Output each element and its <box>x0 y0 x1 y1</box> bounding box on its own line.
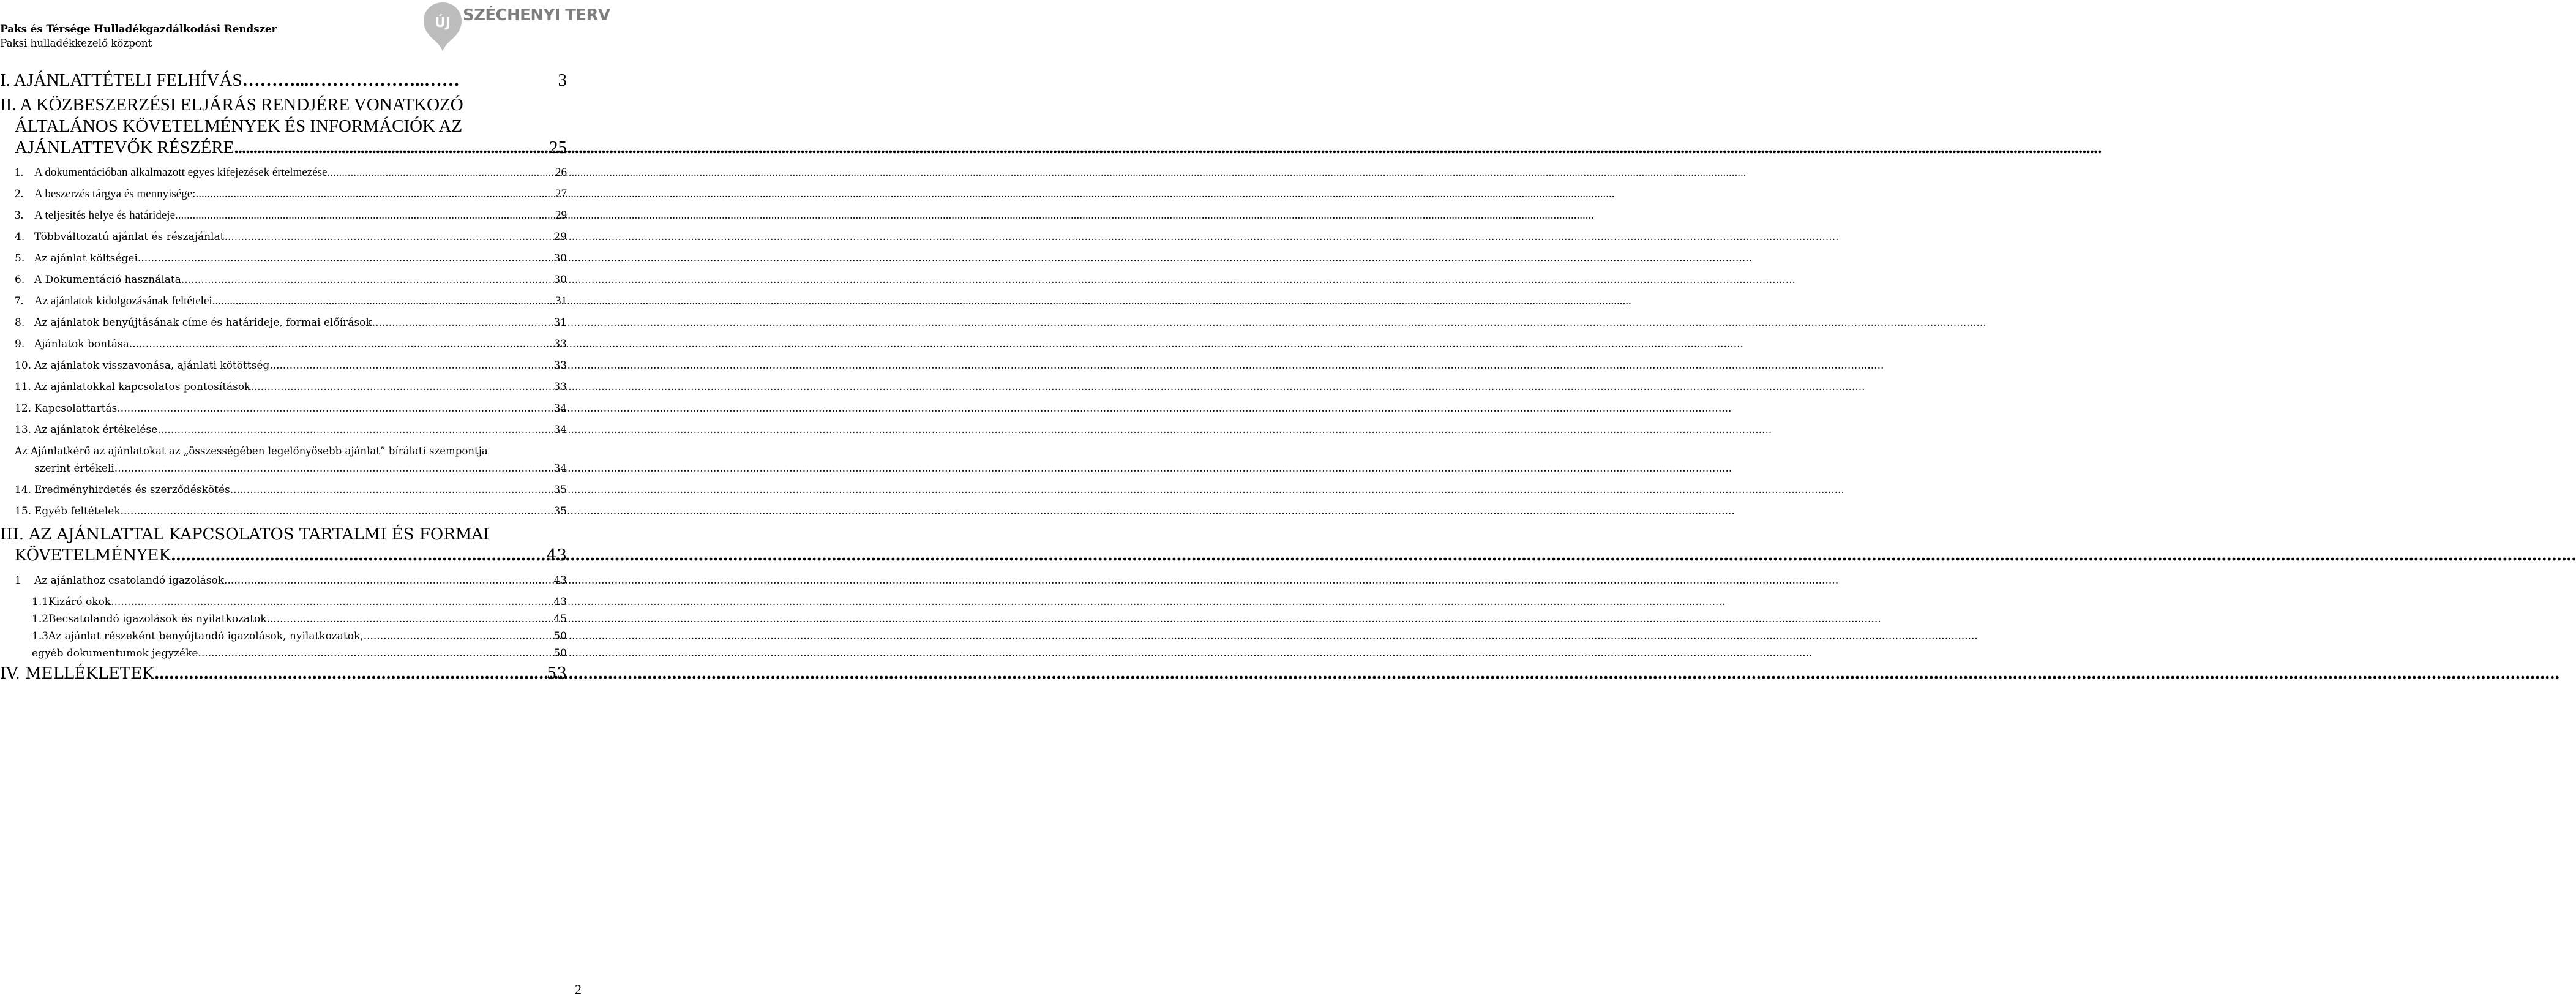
table-of-contents <box>0 0 588 1000</box>
toc-item-page: 43 <box>553 574 567 587</box>
toc-item-leader <box>138 251 553 266</box>
toc-item[interactable] <box>15 401 567 416</box>
toc-subitem-page: 43 <box>553 596 567 608</box>
toc-section-3[interactable] <box>15 545 567 566</box>
toc-item-label: Az ajánlat költségei <box>34 252 138 265</box>
toc-item[interactable] <box>15 337 567 352</box>
toc-item[interactable] <box>15 315 567 330</box>
toc-note-page: 34 <box>553 462 567 475</box>
toc-subitem-label: Becsatolandó igazolások és nyilatkozatok <box>48 613 267 625</box>
toc-item-number: 13. <box>15 424 32 436</box>
organization-name: Paks és Térsége Hulladékgazdálkodási Rendszer <box>0 23 277 36</box>
toc-item-leader <box>212 294 555 309</box>
toc-item-leader <box>121 504 554 519</box>
toc-item-number: 4. <box>15 231 25 243</box>
toc-note[interactable] <box>34 461 567 476</box>
toc-item-label: Többváltozatú ajánlat és részajánlat <box>34 231 225 243</box>
toc-subitem[interactable] <box>32 595 567 609</box>
toc-item-label: Ajánlatok bontása <box>34 338 129 350</box>
toc-item-number: 12. <box>15 402 32 415</box>
toc-subitem-label: egyéb dokumentumok jegyzéke <box>32 647 198 660</box>
toc-item-page: 34 <box>553 424 567 436</box>
toc-item-page: 30 <box>553 252 567 265</box>
toc-note-label: szerint értékeli. <box>34 462 118 475</box>
toc-item-leader <box>269 358 553 373</box>
toc-item-leader <box>117 401 553 416</box>
toc-item-number: 2. <box>15 187 24 200</box>
toc-section-3-page: 43 <box>546 546 567 565</box>
toc-item[interactable] <box>15 230 567 244</box>
toc-item-number: 9. <box>15 338 25 350</box>
toc-item-number: 8. <box>15 317 25 329</box>
toc-item-label: Az ajánlathoz csatolandó igazolások <box>34 574 225 587</box>
toc-item[interactable] <box>15 208 567 223</box>
toc-item-label: Egyéb feltételek <box>34 505 121 517</box>
toc-item-number: 6. <box>15 274 25 286</box>
toc-item-leader <box>175 208 555 223</box>
toc-section-3-leader <box>171 545 547 566</box>
toc-item-leader <box>181 273 553 287</box>
toc-item-leader <box>224 230 553 244</box>
toc-section-1[interactable] <box>0 70 567 91</box>
toc-item-page: 31 <box>553 317 567 329</box>
toc-subitem-leader <box>111 595 553 609</box>
toc-item[interactable] <box>15 504 567 519</box>
toc-item-number: 1 <box>15 574 21 587</box>
toc-item-label: Az ajánlatok visszavonása, ajánlati kötöttség <box>34 359 270 372</box>
toc-item-label: A teljesítés helye és határideje <box>34 209 176 222</box>
toc-item-page: 33 <box>553 359 567 372</box>
toc-item-number: 5. <box>15 252 25 265</box>
toc-item-leader <box>250 380 553 394</box>
toc-item-leader <box>372 315 554 330</box>
toc-subitem-label: Az ajánlat részeként benyújtandó igazolások, nyilatkozatok, <box>48 630 364 642</box>
toc-subitem-leader <box>198 646 553 661</box>
toc-item[interactable] <box>15 273 567 287</box>
toc-subitem-number: 1.3 <box>32 630 49 642</box>
toc-item[interactable] <box>15 423 567 437</box>
toc-item-page: 33 <box>553 338 567 350</box>
toc-item-leader <box>129 337 553 352</box>
toc-section-2-page: 25 <box>549 138 567 157</box>
toc-item-leader <box>195 187 555 201</box>
toc-item-leader <box>327 165 555 180</box>
toc-subitem-page: 45 <box>553 613 567 625</box>
toc-subitem-page: 50 <box>553 630 567 642</box>
organization-subtitle: Paksi hulladékkezelő központ <box>0 37 152 50</box>
toc-section-4[interactable] <box>0 663 567 684</box>
toc-item[interactable] <box>15 573 567 588</box>
toc-note-line1: Az Ajánlatkérő az ajánlatokat az „összességében legelőnyösebb ajánlat” bírálati szempontja <box>15 445 488 457</box>
toc-item[interactable] <box>15 165 567 180</box>
toc-note-leader <box>118 461 553 476</box>
toc-subitem-leader <box>364 629 554 644</box>
toc-subitem[interactable] <box>32 629 567 644</box>
toc-item-leader <box>157 423 553 437</box>
toc-item-page: 29 <box>555 209 567 222</box>
toc-section-2-line2: ÁLTALÁNOS KÖVETELMÉNYEK ÉS INFORMÁCIÓK AZ <box>15 116 463 136</box>
toc-subitem[interactable] <box>32 612 567 626</box>
toc-item-page: 34 <box>553 402 567 415</box>
toc-section-1-page: 3 <box>558 70 567 90</box>
toc-item-label: Kapcsolattartás <box>34 402 118 415</box>
toc-subitem-page: 50 <box>553 647 567 660</box>
toc-section-1-leader: ………...………………..…… <box>242 70 460 90</box>
toc-section-4-leader <box>154 663 547 684</box>
toc-item[interactable] <box>15 483 567 497</box>
toc-item[interactable] <box>15 187 567 201</box>
toc-item[interactable] <box>15 358 567 373</box>
toc-subitem-number: 1.2 <box>32 613 49 625</box>
toc-section-2[interactable] <box>15 137 567 158</box>
toc-item-number: 15. <box>15 505 32 517</box>
toc-item-number: 1. <box>15 166 24 179</box>
toc-item-leader <box>224 573 553 588</box>
toc-subitem-leader <box>267 612 554 626</box>
toc-subitem-number: 1.1 <box>32 596 49 608</box>
logo-text: SZÉCHENYI TERV <box>463 6 610 24</box>
toc-item-number: 10. <box>15 359 32 372</box>
toc-item-page: 33 <box>553 381 567 393</box>
toc-item-label: Az ajánlatokkal kapcsolatos pontosítások <box>34 381 251 393</box>
toc-item-page: 26 <box>555 166 567 179</box>
toc-subitem-continuation[interactable] <box>32 646 567 661</box>
toc-section-3-line1: III. AZ AJÁNLATTAL KAPCSOLATOS TARTALMI ÉS FORMAI <box>0 525 490 544</box>
toc-item[interactable] <box>15 294 567 309</box>
toc-item-page: 29 <box>553 231 567 243</box>
toc-item-number: 3. <box>15 209 24 222</box>
toc-item-number: 7. <box>15 295 24 307</box>
toc-section-2-line1: II. A KÖZBESZERZÉSI ELJÁRÁS RENDJÉRE VONATKOZÓ <box>0 95 463 115</box>
toc-item-label: Az ajánlatok értékelése <box>34 424 158 436</box>
logo-badge-text: ÚJ <box>434 15 451 31</box>
toc-item-number: 11. <box>15 381 32 393</box>
toc-section-2-leader <box>234 137 549 158</box>
toc-item-label: Eredményhirdetés és szerződéskötés <box>34 484 230 496</box>
toc-item[interactable] <box>15 380 567 394</box>
toc-item-label: A beszerzés tárgya és mennyisége: <box>34 187 196 200</box>
toc-item-label: Az ajánlatok benyújtásának címe és határideje, formai előírások <box>34 317 372 329</box>
toc-item-page: 35 <box>553 484 567 496</box>
toc-item[interactable] <box>15 251 567 266</box>
toc-item-leader <box>230 483 554 497</box>
toc-section-1-label: I. AJÁNLATTÉTELI FELHÍVÁS <box>0 70 242 90</box>
toc-item-page: 27 <box>555 187 567 200</box>
toc-subitem-label: Kizáró okok <box>48 596 111 608</box>
toc-item-page: 31 <box>555 295 567 307</box>
toc-item-page: 35 <box>553 505 567 517</box>
toc-item-label: A dokumentációban alkalmazott egyes kifejezések értelmezése <box>34 166 328 179</box>
toc-section-3-label: KÖVETELMÉNYEK <box>15 546 171 565</box>
toc-item-label: A Dokumentáció használata <box>34 274 181 286</box>
toc-item-label: Az ajánlatok kidolgozásának feltételei <box>34 295 212 307</box>
toc-section-4-page: 53 <box>546 664 567 683</box>
page-number: 2 <box>575 982 582 997</box>
toc-item-page: 30 <box>553 274 567 286</box>
toc-section-4-label: IV. MELLÉKLETEK <box>0 664 154 683</box>
toc-item-number: 14. <box>15 484 32 496</box>
toc-section-2-label: AJÁNLATTEVŐK RÉSZÉRE <box>15 138 234 157</box>
